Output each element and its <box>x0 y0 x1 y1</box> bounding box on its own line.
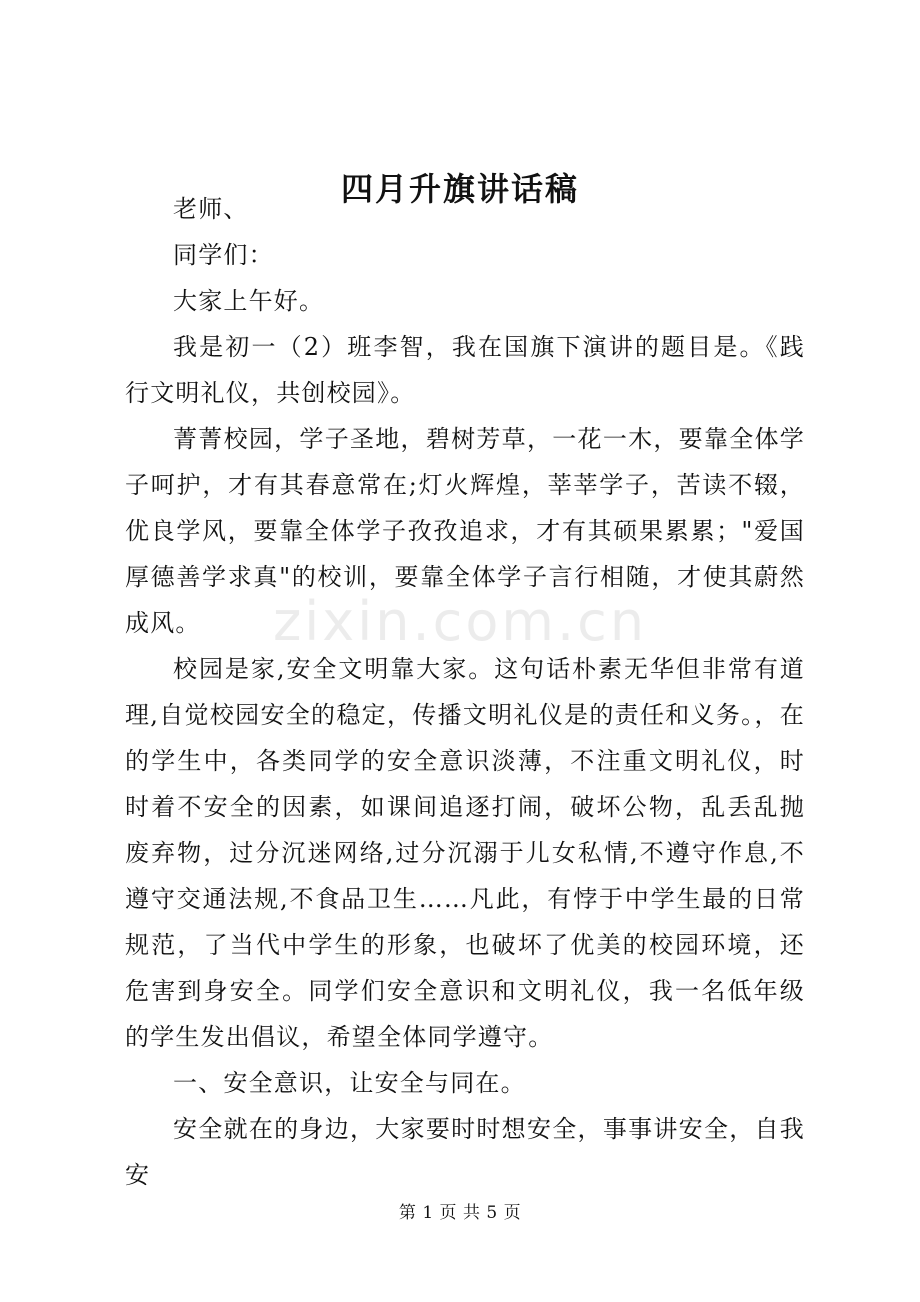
paragraph-safety-civility: 校园是家,安全文明靠大家。这句话朴素无华但非常有道理,自觉校园安全的稳定，传播文明礼仪是的责任和义务。，在的学生中，各类同学的安全意识淡薄，不注重文明礼仪，时时着不安全的因素，如课间追逐打闹，破坏公物，乱丢乱抛废弃物，过分沉迷网络,过分沉溺于儿女私情,不遵守作息,不遵守交通法规,不食品卫生……凡此，有悖于中学生最的日常规范，了当代中学生的形象，也破坏了优美的校园环境，还危害到身安全。同学们安全意识和文明礼仪，我一名低年级的学生发出倡议，希望全体同学遵守。 <box>125 655 805 1051</box>
section-heading-safety: 一、安全意识，让安全与同在。 <box>173 1069 526 1097</box>
document-body <box>125 186 805 1198</box>
paragraph-greeting-students: 同学们： <box>173 241 274 269</box>
paragraph-safety-awareness: 安全就在的身边，大家要时时想安全，事事讲安全，自我安 <box>125 1115 805 1189</box>
watermark: zixin.com.cn <box>272 590 648 653</box>
paragraph-greeting-teachers: 老师、 <box>173 195 249 223</box>
document-title: 四月升旗讲话稿 <box>340 170 579 208</box>
page-footer: 第 1 页 共 5 页 <box>398 1203 522 1223</box>
paragraph-good-morning: 大家上午好。 <box>173 287 325 315</box>
paragraph-intro: 我是初一（2）班李智，我在国旗下演讲的题目是。《践行文明礼仪，共创校园》。 <box>125 333 805 407</box>
paragraph-campus: 菁菁校园，学子圣地，碧树芳草，一花一木，要靠全体学子呵护，才有其春意常在;灯火辉煌，莘莘学子，苦读不辍，优良学风，要靠全体学子孜孜追求，才有其硕果累累；"爱国厚德善学求真"的校训，要靠全体学子言行相随，才使其蔚然成风。 <box>125 425 805 637</box>
